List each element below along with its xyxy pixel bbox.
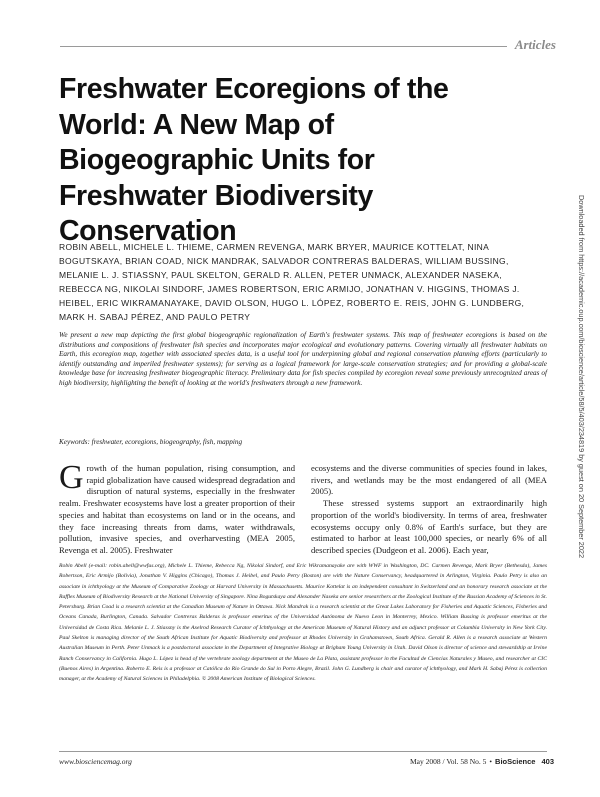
article-title: Freshwater Ecoregions of the World: A New Map of Biogeographic Units for Freshwater Biodiversity Conservation: [59, 73, 449, 247]
journal-website-link[interactable]: www.biosciencemag.org: [59, 757, 132, 766]
page-number: 403: [541, 757, 554, 766]
body-column-left: [59, 459, 295, 557]
journal-name: BioScience: [495, 757, 536, 766]
section-label: Articles: [507, 37, 556, 53]
drop-cap: G: [59, 459, 84, 496]
bullet-separator: •: [489, 757, 493, 766]
abstract: We present a new map depicting the first global biogeographic regionalization of Earth's freshwater systems. This map of freshwater ecoregions is based on the distributions and compositions of freshwater fish species and incorporates major ecological and evolutionary patterns. Covering virtually all freshwater habitats on Earth, this ecoregion map, together with associated species data, is a useful tool for underpinning global and regional conservation planning efforts (particularly to identify outstanding and imperiled freshwater systems); for serving as a logical framework for large-scale conservation strategies; and for providing a global-scale knowledge base for increasing freshwater biogeographic literacy. Preliminary data for fish species compiled by ecoregion reveal some previously unrecognized areas of high biodiversity, highlighting the benefit of looking at the world's freshwaters through a new framework.: [59, 331, 547, 387]
issue-date: May 2008 / Vol. 58 No. 5: [410, 757, 487, 766]
author-affiliations: Robin Abell (e-mail: robin.abell@wwfus.org), Michele L. Thieme, Rebecca Ng, Nikolai Sindorf, and Eric Wikramanayake are with WWF in Washington, DC. Carmen Revenga, Mark Bryer (Bethesda), James Robertson, Eric Armijo (Bolivia), Jonathan V. Higgins (Chicago), Thomas J. Heibel, and Paulo Petry (Boston) are with the Nature Conservancy, headquartered in Arlington, Virginia. Paulo Petry is also an associate in ichthyology at the Museum of Comparative Zoology at Harvard University in Massachusetts. Maurice Kottelat is an independent consultant in Switzerland and an honorary research associate at the Raffles Museum of Biodiversity Research at the National University of Singapore. Nina Bogutskaya and Alexander Naseka are senior researchers at the Zoological Institute of the Russian Academy of Sciences in St. Petersburg. Brian Coad is a research scientist at the Canadian Museum of Nature in Ottawa. Nick Mandrak is a research scientist at the Great Lakes Laboratory for Fisheries and Aquatic Sciences, Fisheries and Oceans Canada, Burlington, Canada. Salvador Contreras Balderas is professor emeritus of the Universidad Autónoma de Nuevo Leon in Monterrey, Mexico. William Bussing is professor emeritus at the Universidad de Costa Rica. Melanie L. J. Stiassny is the Axelrod Research Curator of Ichthyology at the American Museum of Natural History and an adjunct professor at Columbia University in New York City. Paul Skelton is managing director of the South African Institute for Aquatic Biodiversity and professor at Rhodes University in Grahamstown, South Africa. Gerald R. Allen is a research associate at Western Australian Museum in Perth. Peter Unmack is a postdoctoral associate in the Department of Integrative Biology at Brigham Young University in Utah. David Olson is director of science and stewardship at Irvine Ranch Conservancy in California. Hugo L. López is head of the vertebrate zoology department at the Museo de La Plata, assistant professor in the Facultad de Ciencias Naturales y Museo, and researcher at CIC (Buenos Aires) in Argentina. Roberto E. Reis is a professor at Católica do Rio Grande do Sul in Porto Alegre, Brazil. John G. Lundberg is chair and curator of ichthyology, and Mark H. Sabaj Pérez is collection manager, at the Academy of Natural Sciences in Philadelphia. © 2008 American Institute of Biological Sciences.: [59, 563, 547, 683]
body-column-right: [311, 463, 547, 557]
body-paragraph: These stressed systems support an extraordinarily high proportion of the world's biodiversity. In terms of area, freshwater ecosystems occupy only 0.8% of Earth's surface, but they are estimated to harbor at least 100,000 species, or nearly 6% of all described species (Dudgeon et al. 2006). Each year,: [311, 498, 547, 555]
footer-rule: [59, 751, 547, 752]
body-paragraph: ecosystems and the diverse communities of species found in lakes, rivers, and wetlands may be the most endangered of all (MEA 2005).: [311, 463, 547, 497]
download-watermark: Downloaded from https://academic.oup.com/bioscience/article/58/5/403/234819 by guest on 20 September 2022: [577, 195, 586, 559]
author-list: ROBIN ABELL, MICHELE L. THIEME, CARMEN REVENGA, MARK BRYER, MAURICE KOTTELAT, NINA BOGUTSKAYA, BRIAN COAD, NICK MANDRAK, SALVADOR CONTRERAS BALDERAS, WILLIAM BUSSING, MELANIE L. J. STIASSNY, PAUL SKELTON, GERALD R. ALLEN, PETER UNMACK, ALEXANDER NASEKA, REBECCA NG, NIKOLAI SINDORF, JAMES ROBERTSON, ERIC ARMIJO, JONATHAN V. HIGGINS, THOMAS J. HEIBEL, ERIC WIKRAMANAYAKE, DAVID OLSON, HUGO L. LÓPEZ, ROBERTO E. REIS, JOHN G. LUNDBERG, MARK H. SABAJ PÉREZ, AND PAULO PETRY: [59, 242, 525, 322]
body-paragraph: [59, 459, 295, 557]
footer-citation: [410, 757, 554, 766]
keywords: Keywords: freshwater, ecoregions, biogeography, fish, mapping: [59, 438, 243, 446]
header-rule: [60, 46, 522, 47]
paragraph-text: rowth of the human population, rising consumption, and rapid globalization have caused widespread degradation and disruption of natural systems, especially in the freshwater realm. Freshwater ecosystems have lost a greater proportion of their species and habitat than ecosystems on land or in the oceans, and they face increasing threats from dams, water withdrawals, pollution, invasive species, and overharvesting (MEA 2005, Revenga et al. 2005). Freshwater: [59, 463, 295, 555]
